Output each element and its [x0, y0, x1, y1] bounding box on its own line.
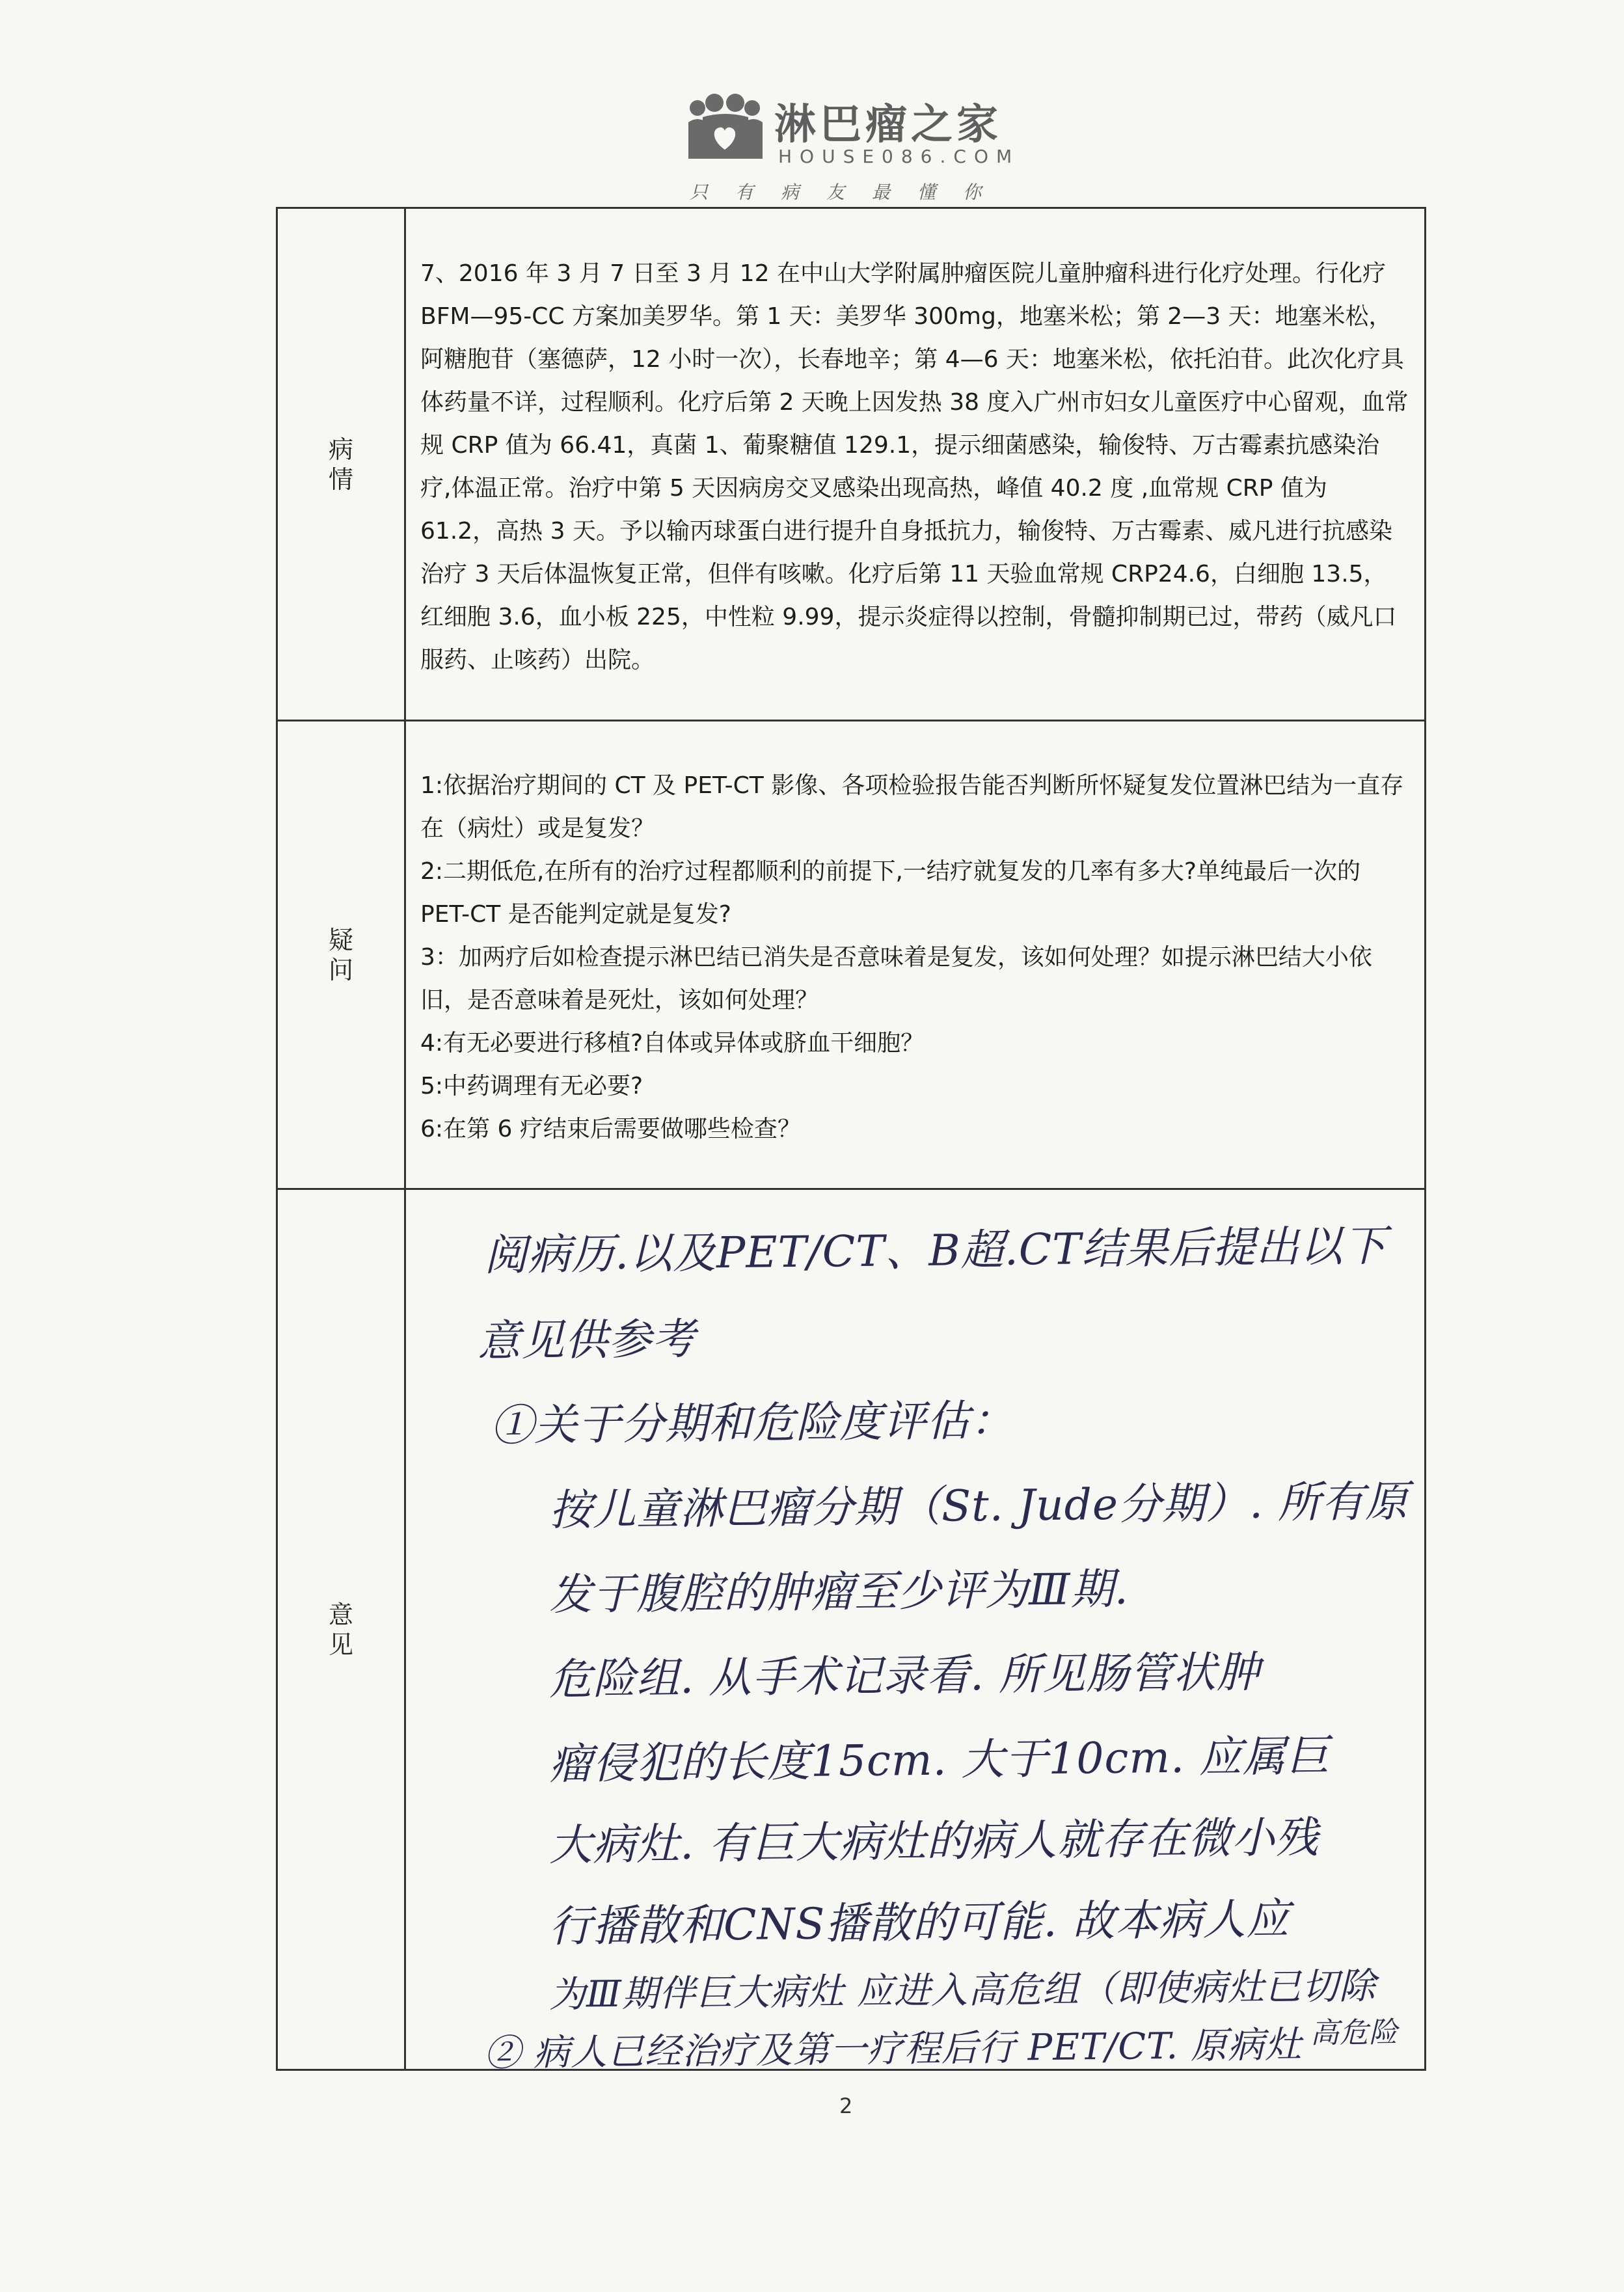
- handwritten-line: 意见供参考: [477, 1314, 696, 1366]
- people-group-heart-icon: [683, 94, 768, 165]
- opinion-content: [405, 1189, 1426, 2075]
- condition-content: [405, 208, 1426, 721]
- handwritten-line: 大病灶. 有巨大病灶的病人就存在微小残: [548, 1812, 1320, 1870]
- opinion-label: 意见: [328, 1600, 353, 1659]
- condition-label: 病情: [328, 435, 353, 494]
- handwritten-line: 按儿童淋巴瘤分期（St. Jude分期）. 所有原: [548, 1476, 1409, 1535]
- condition-paragraph: 7、2016 年 3 月 7 日至 3 月 12 在中山大学附属肿瘤医院儿童肿瘤科进行化疗处理。行化疗 BFM—95-CC 方案加美罗华。第 1 天：美罗华 300mg，地塞米松；第 2—3 天：地塞米松，阿糖胞苷（塞德萨，12 小时一次），长春地辛；第 4—6 天：地塞米松，依托泊苷。此次化疗具体药量不详，过程顺利。化疗后第 2 天晚上因发热 38 度入广州市妇女儿童医疗中心留观，血常规 CRP 值为 66.41，真菌 1、葡聚糖值 129.1，提示细菌感染，输俊特、万古霉素抗感染治疗,体温正常。治疗中第 5 天因病房交叉感染出现高热，峰值 40.2 度 ,血常规 CRP 值为 61.2，高热 3 天。予以输丙球蛋白进行提升自身抵抗力，输俊特、万古霉素、威凡进行抗感染治疗 3 天后体温恢复正常，但伴有咳嗽。化疗后第 11 天验血常规 CRP24.6，白细胞 13.5，红细胞 3.6，血小板 225，中性粒 9.99，提示炎症得以控制，骨髓抑制期已过，带药（威凡口服药、止咳药）出院。: [420, 260, 1409, 673]
- question-item: 4:有无必要进行移植?自体或异体或脐血干细胞？: [420, 1029, 925, 1057]
- condition-label-cell: [277, 208, 405, 721]
- handwritten-line: 阅病历.以及PET/CT、B超.CT结果后提出以下: [483, 1220, 1387, 1280]
- brand-domain: HOUSE086.COM: [778, 146, 1020, 167]
- questions-row: [277, 721, 1426, 1189]
- brand-name: 淋巴瘤之家: [774, 101, 1002, 149]
- handwritten-line: 瘤侵犯的长度15cm. 大于10cm. 应属巨: [548, 1731, 1331, 1789]
- question-item: 6:在第 6 疗结束后需要做哪些检查？: [420, 1115, 801, 1142]
- question-item: 5:中药调理有无必要?: [420, 1072, 643, 1099]
- handwritten-line: 危险组. 从手术记录看. 所见肠管状肿: [548, 1647, 1261, 1705]
- question-item: 3：加两疗后如检查提示淋巴结已消失是否意味着是复发，该如何处理？如提示淋巴结大小依旧，是否意味着是死灶，该如何处理？: [420, 943, 1372, 1014]
- handwritten-line: ② 病人已经治疗及第一疗程后行 PET/CT. 原病灶: [483, 2023, 1303, 2075]
- handwritten-line: 发于腹腔的肿瘤至少评为Ⅲ期.: [548, 1563, 1129, 1620]
- questions-label: 疑问: [328, 925, 353, 984]
- site-logo: [683, 91, 1022, 203]
- handwritten-line: 高危险: [1310, 2016, 1399, 2050]
- brand-slogan: 只有病友最懂你: [690, 182, 1009, 203]
- consultation-form-table: [276, 207, 1426, 2075]
- handwritten-line: 行播散和CNS播散的可能. 故本病人应: [548, 1894, 1290, 1952]
- opinion-label-cell: [277, 1189, 405, 2070]
- handwritten-line: ①关于分期和危险度评估：: [490, 1395, 1014, 1451]
- condition-row: [277, 208, 1426, 721]
- question-item: 2:二期低危,在所有的治疗过程都顺利的前提下,一结疗就复发的几率有多大?单纯最后一次的 PET-CT 是否能判定就是复发?: [420, 857, 1361, 928]
- handwritten-line: 为Ⅲ期伴巨大病灶 应进入高危组（即使病灶已切除: [548, 1965, 1377, 2016]
- opinion-row: [277, 1189, 1426, 2070]
- page-number: 2: [839, 2094, 853, 2118]
- questions-label-cell: [277, 721, 405, 1189]
- questions-content: [405, 721, 1426, 1189]
- question-item: 1:依据治疗期间的 CT 及 PET-CT 影像、各项检验报告能否判断所怀疑复发位置淋巴结为一直存在（病灶）或是复发？: [420, 772, 1404, 842]
